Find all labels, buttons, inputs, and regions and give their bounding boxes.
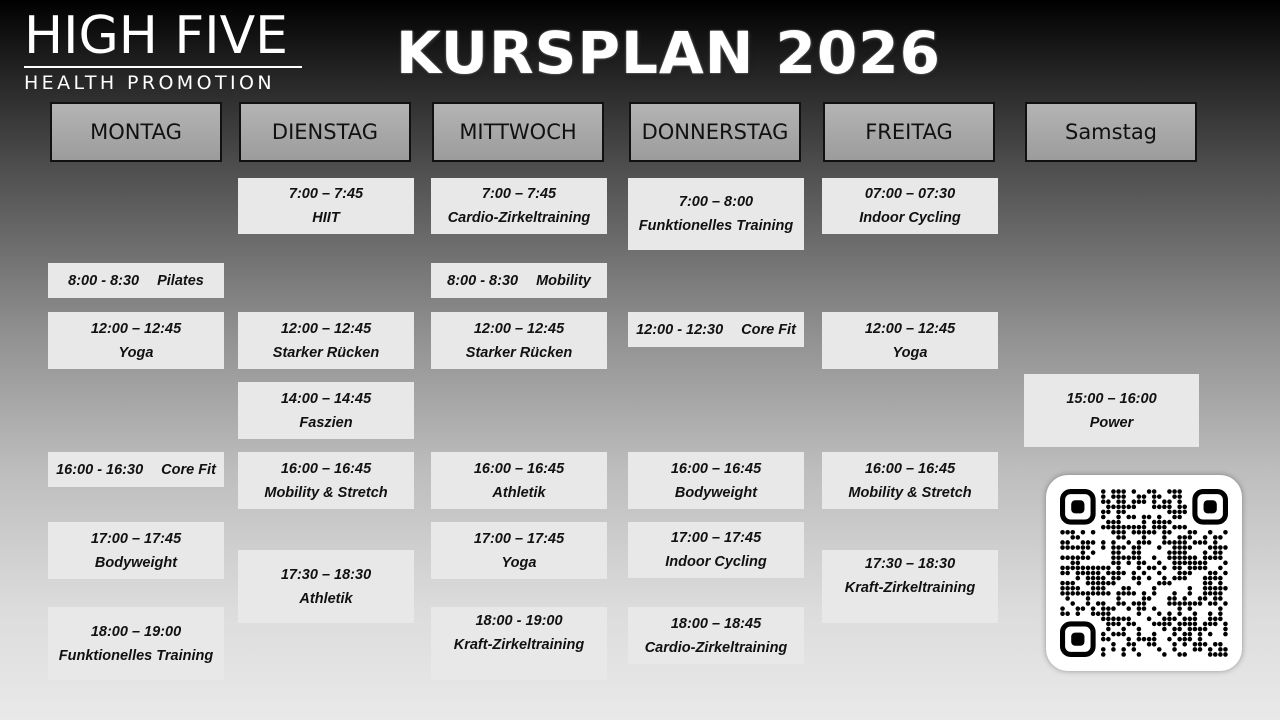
day-header-montag: MONTAG <box>50 102 222 162</box>
class-card-montag <box>48 607 224 680</box>
class-name: HIIT <box>312 210 340 226</box>
class-time: 15:00 – 16:00 <box>1066 390 1157 407</box>
class-time: 8:00 - 8:30 <box>68 272 140 289</box>
class-time: 16:00 – 16:45 <box>473 460 565 477</box>
class-time: 16:00 – 16:45 <box>864 460 956 477</box>
class-card-montag <box>48 263 224 298</box>
class-name: Pilates <box>157 272 204 289</box>
class-card-mittwoch <box>431 178 607 234</box>
class-name: Yoga <box>118 344 154 361</box>
class-card-mittwoch <box>431 522 607 579</box>
class-card-dienstag <box>238 312 414 369</box>
class-name: Funktionelles Training <box>58 647 214 664</box>
class-name: Yoga <box>501 554 537 571</box>
class-time: 14:00 – 14:45 <box>280 390 372 407</box>
class-time: 8:00 - 8:30 <box>447 272 519 289</box>
class-time: 17:00 – 17:45 <box>90 530 182 547</box>
class-card-donnerstag <box>628 522 804 578</box>
class-time: 12:00 – 12:45 <box>864 320 956 337</box>
class-time: 18:00 – 19:00 <box>90 623 182 640</box>
class-card-dienstag <box>238 452 414 509</box>
class-name: Kraft-Zirkeltraining <box>844 580 976 596</box>
class-time: 18:00 - 19:00 <box>475 613 563 629</box>
class-time: 12:00 - 12:30 <box>636 321 724 338</box>
class-name: Cardio-Zirkeltraining <box>447 210 591 226</box>
class-card-mittwoch <box>431 452 607 509</box>
class-name: Kraft-Zirkeltraining <box>453 637 585 653</box>
class-card-donnerstag <box>628 178 804 250</box>
class-card-samstag <box>1024 374 1199 447</box>
class-card-donnerstag <box>628 312 804 347</box>
qr-code-icon <box>1060 489 1228 657</box>
class-time: 16:00 – 16:45 <box>670 460 762 477</box>
class-card-freitag <box>822 452 998 509</box>
class-card-freitag <box>822 178 998 234</box>
class-name: Bodyweight <box>94 554 178 571</box>
class-time: 16:00 – 16:45 <box>280 460 372 477</box>
class-name: Mobility <box>536 272 591 289</box>
class-name: Funktionelles Training <box>638 218 794 234</box>
class-time: 7:00 – 7:45 <box>481 186 557 202</box>
class-card-dienstag <box>238 178 414 234</box>
day-header-samstag: Samstag <box>1025 102 1197 162</box>
class-card-freitag <box>822 550 998 623</box>
class-name: Cardio-Zirkeltraining <box>644 639 788 656</box>
class-card-mittwoch <box>431 312 607 369</box>
class-time: 12:00 – 12:45 <box>473 320 565 337</box>
class-card-donnerstag <box>628 607 804 664</box>
class-card-freitag <box>822 312 998 369</box>
class-name: Yoga <box>892 344 928 361</box>
class-name: Athletik <box>492 484 546 501</box>
class-name: Indoor Cycling <box>665 554 767 570</box>
class-name: Indoor Cycling <box>859 210 961 226</box>
class-time: 12:00 – 12:45 <box>280 320 372 337</box>
class-name: Starker Rücken <box>465 344 573 361</box>
class-name: Core Fit <box>741 321 796 338</box>
day-header-donnerstag: DONNERSTAG <box>629 102 801 162</box>
class-time: 16:00 - 16:30 <box>56 461 144 478</box>
class-name: Athletik <box>299 590 353 607</box>
class-card-dienstag <box>238 550 414 623</box>
class-name: Starker Rücken <box>272 344 380 361</box>
class-time: 17:00 – 17:45 <box>473 530 565 547</box>
class-card-montag <box>48 312 224 369</box>
qr-code[interactable] <box>1046 475 1242 671</box>
logo-tagline: HEALTH PROMOTION <box>24 72 275 94</box>
class-card-montag <box>48 522 224 579</box>
class-name: Bodyweight <box>674 484 758 501</box>
class-time: 18:00 – 18:45 <box>670 615 762 632</box>
class-time: 12:00 – 12:45 <box>90 320 182 337</box>
class-time: 17:30 – 18:30 <box>864 556 956 572</box>
class-name: Mobility & Stretch <box>264 484 388 501</box>
class-card-dienstag <box>238 382 414 439</box>
class-time: 7:00 – 8:00 <box>678 194 754 210</box>
class-name: Core Fit <box>161 461 216 478</box>
class-name: Faszien <box>299 414 353 431</box>
class-name: Power <box>1089 414 1134 431</box>
class-time: 07:00 – 07:30 <box>864 186 956 202</box>
day-header-dienstag: DIENSTAG <box>239 102 411 162</box>
logo-divider <box>24 66 302 68</box>
class-card-donnerstag <box>628 452 804 509</box>
class-time: 17:00 – 17:45 <box>670 530 762 546</box>
page-title: KURSPLAN 2026 <box>396 19 941 87</box>
brand-logo <box>24 8 304 94</box>
logo-wordmark: HIGH FIVE <box>24 6 289 66</box>
class-card-montag <box>48 452 224 487</box>
day-header-freitag: FREITAG <box>823 102 995 162</box>
class-name: Mobility & Stretch <box>848 484 972 501</box>
class-time: 7:00 – 7:45 <box>288 186 364 202</box>
class-card-mittwoch <box>431 263 607 298</box>
day-header-mittwoch: MITTWOCH <box>432 102 604 162</box>
class-time: 17:30 – 18:30 <box>280 566 372 583</box>
class-card-mittwoch <box>431 607 607 680</box>
